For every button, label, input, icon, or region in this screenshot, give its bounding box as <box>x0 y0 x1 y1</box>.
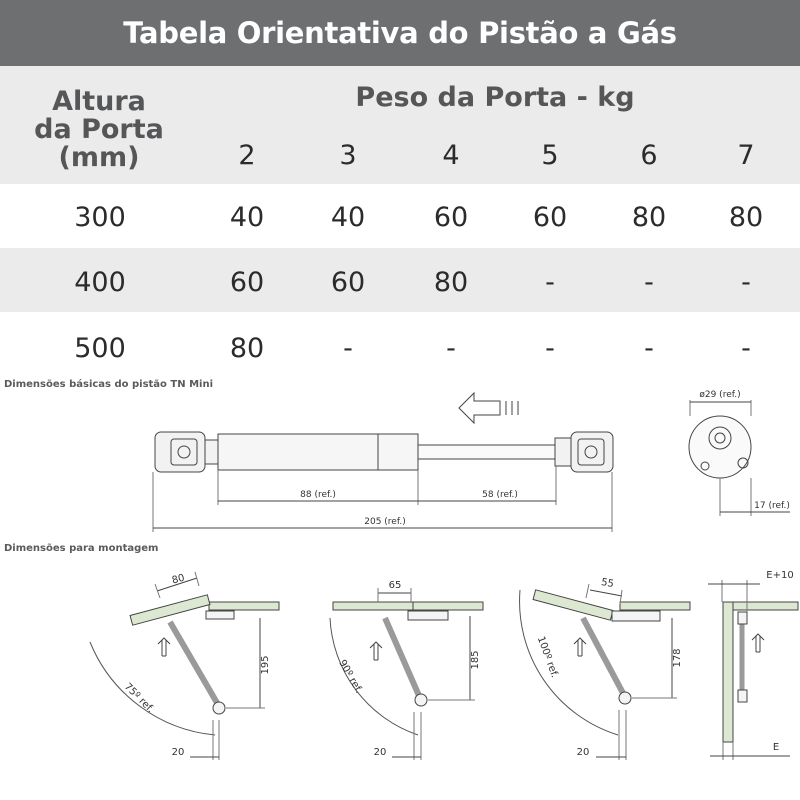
page-title: Tabela Orientativa do Pistão a Gás <box>0 0 800 66</box>
table-cell: 40 <box>330 202 366 233</box>
row-height-label: 300 <box>74 202 126 233</box>
dim-depth-label: 17 (ref.) <box>754 501 790 511</box>
top-offset-label: 80 <box>170 572 186 587</box>
height-label: 185 <box>470 650 481 670</box>
right-end-fitting <box>571 432 613 472</box>
side-top-label: E+10 <box>766 570 794 581</box>
weight-column-header: 5 <box>541 140 559 171</box>
table-cell: - <box>741 267 751 298</box>
dim-rod-label: 58 (ref.) <box>482 490 518 500</box>
opening-arc <box>330 618 418 735</box>
door-panel <box>333 602 413 610</box>
piston-rod <box>418 445 558 459</box>
lift-arrow-icon <box>158 638 170 656</box>
table-cell: 80 <box>433 267 469 298</box>
table-cell: - <box>446 333 456 364</box>
piston-mount <box>619 692 631 704</box>
piston-section-title: Dimensões básicas do pistão TN Mini <box>4 379 214 390</box>
mounting-diagram-75 <box>90 572 279 760</box>
row-header-line: Altura <box>52 86 146 117</box>
piston-cylinder <box>218 434 418 470</box>
angle-label: 90º ref. <box>336 658 365 696</box>
table-cell: - <box>644 333 654 364</box>
bottom-offset-label: 20 <box>576 747 590 758</box>
table-cell: - <box>545 267 555 298</box>
table-cell: 60 <box>229 267 265 298</box>
opening-arc <box>90 642 215 735</box>
cabinet-panel <box>413 602 483 610</box>
lift-arrow-icon <box>752 634 764 652</box>
mounting-diagram-90 <box>330 580 483 760</box>
weight-column-header: 2 <box>238 140 256 171</box>
weight-column-header: 3 <box>339 140 357 171</box>
dim-diameter-label: ø29 (ref.) <box>699 390 741 400</box>
table-cell: - <box>741 333 751 364</box>
weight-column-header: 4 <box>442 140 460 171</box>
table-cell: 80 <box>728 202 764 233</box>
height-label: 178 <box>672 648 683 668</box>
extension-line <box>195 572 199 586</box>
piston-body <box>583 618 624 695</box>
row-header-label <box>24 88 174 172</box>
hinge-bracket <box>612 611 660 621</box>
dim-total-label: 205 (ref.) <box>364 517 406 527</box>
door-side-panel <box>723 602 733 742</box>
table-cell: 80 <box>631 202 667 233</box>
weight-header: Peso da Porta - kg <box>355 82 635 113</box>
row-height-label: 500 <box>74 333 126 364</box>
left-collar <box>205 440 218 464</box>
side-bottom-label: E <box>772 742 780 753</box>
table-cell: - <box>545 333 555 364</box>
mounting-drawings <box>0 560 800 790</box>
dim-body-label: 88 (ref.) <box>300 490 336 500</box>
top-offset-label: 55 <box>600 577 615 591</box>
weight-column-header: 6 <box>640 140 658 171</box>
row-height-label: 400 <box>74 267 126 298</box>
piston-body <box>385 618 420 698</box>
piston-top-mount <box>738 612 747 624</box>
lift-arrow-icon <box>574 638 586 656</box>
angle-label: 100º ref. <box>534 635 560 680</box>
top-offset-label: 65 <box>388 580 402 591</box>
table-cell: 60 <box>532 202 568 233</box>
mounting-side-view <box>708 570 798 760</box>
table-cell: 60 <box>330 267 366 298</box>
angle-label: 75º ref. <box>121 681 156 716</box>
table-cell: - <box>343 333 353 364</box>
cabinet-top-panel <box>723 602 798 610</box>
table-cell: 60 <box>433 202 469 233</box>
bottom-offset-label: 20 <box>171 747 185 758</box>
right-collar <box>555 438 571 466</box>
hinge-bracket <box>408 611 448 620</box>
weight-column-header: 7 <box>737 140 755 171</box>
piston-bottom-mount <box>738 690 747 702</box>
row-header-line: (mm) <box>58 142 140 173</box>
piston-mount <box>213 702 225 714</box>
door-panel <box>130 595 210 625</box>
bottom-offset-label: 20 <box>373 747 387 758</box>
direction-arrow-icon <box>459 393 500 423</box>
table-cell: 40 <box>229 202 265 233</box>
piston-drawing <box>0 380 800 540</box>
lift-arrow-icon <box>370 642 382 660</box>
cabinet-panel <box>620 602 690 610</box>
table-cell: 80 <box>229 333 265 364</box>
mounting-diagram-100 <box>520 577 690 760</box>
dimension-line <box>590 590 622 596</box>
extension-line <box>155 584 160 598</box>
door-panel <box>533 590 613 620</box>
cabinet-panel <box>209 602 279 610</box>
end-view-flange <box>689 416 751 478</box>
table-cell: - <box>644 267 654 298</box>
extension-line <box>586 584 589 598</box>
height-label: 195 <box>260 655 271 675</box>
row-header-line: da Porta <box>34 114 164 145</box>
piston-mount <box>415 694 427 706</box>
piston-body <box>170 622 220 708</box>
mounting-section-title: Dimensões para montagem <box>4 543 159 554</box>
hinge-bracket <box>206 611 234 619</box>
